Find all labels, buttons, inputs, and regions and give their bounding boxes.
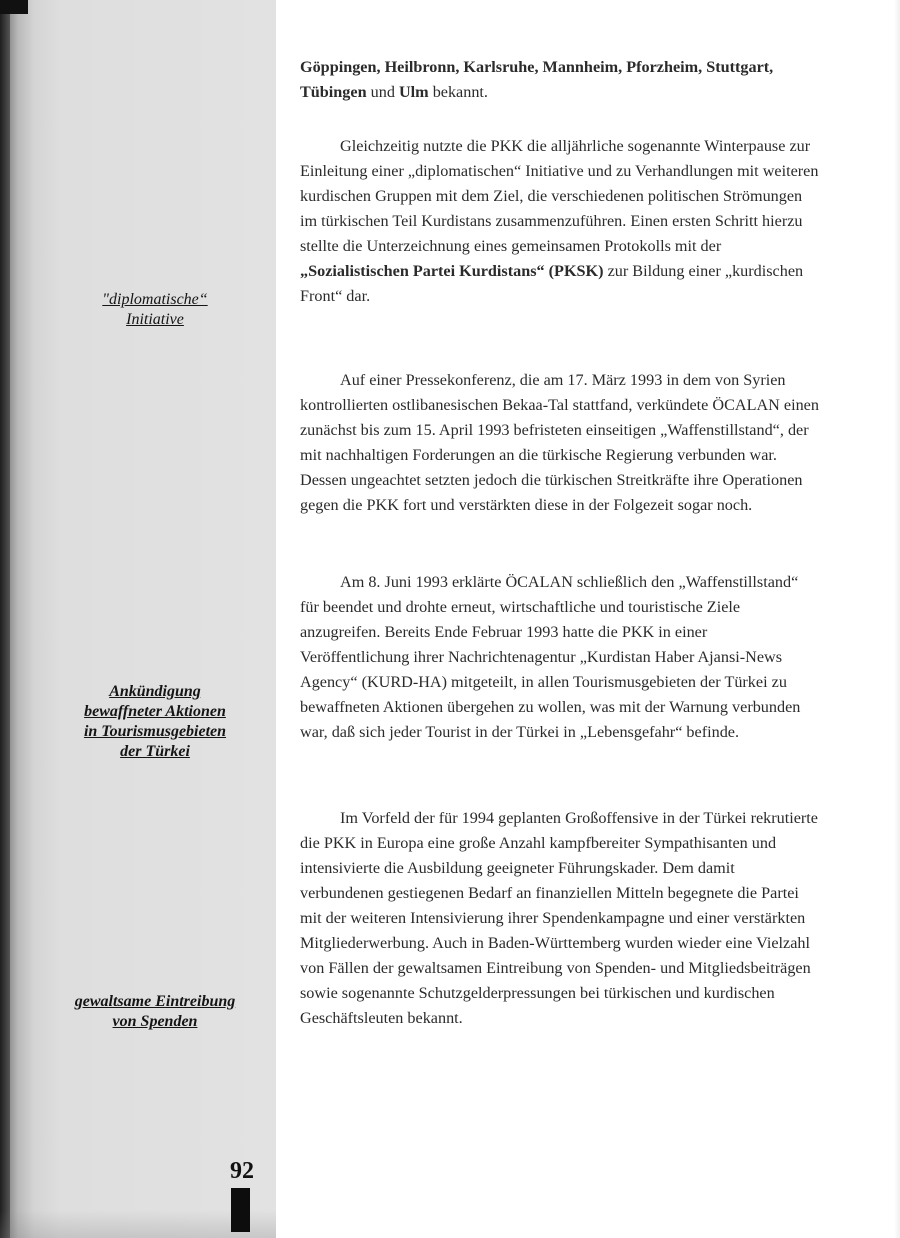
page-number: 92 [230, 1158, 254, 1184]
margin-note-line: Initiative [126, 311, 184, 328]
connector-text: und [366, 83, 399, 101]
margin-note-line: bewaffneter Aktionen [84, 703, 226, 720]
paragraph-text: Im Vorfeld der für 1994 geplanten Großoffensive in der Türkei rekrutierte die PKK in Europa eine große Anzahl kampfbereiter Sympathisanten und intensivierte die Ausbildung geeigneter Führungskader. Dem damit verbundenen gestiegenen Bedarf an finanziellen Mitteln begegnete die Partei mit der weiteren Intensivierung ihrer Spendenkampagne und einer verstärkten Mitgliederwerbung. Auch in Baden-Württemberg wurden wieder eine Vielzahl von Fällen der gewaltsamen Eintreibung von Spenden- und Mitgliedsbeiträgen sowie sogenannte Schutzgelderpressungen bei türkischen und kurdischen Geschäftsleuten bekannt. [300, 809, 818, 1027]
paragraph-text: Am 8. Juni 1993 erklärte ÖCALAN schließlich den „Waffenstillstand“ für beendet und drohte erneut, wirtschaftliche und touristische Ziele anzugreifen. Bereits Ende Februar 1993 hatte die PKK in einer Veröffentlichung ihrer Nachrichtenagentur „Kurdistan Haber Ajansi-News Agency“ (KURD-HA) mitgeteilt, in allen Tourismusgebieten der Türkei zu bewaffneten Aktionen übergehen zu wollen, was mit der Warnung verbunden war, daß sich jeder Tourist in der Türkei in „Lebensgefahr“ befinde. [300, 573, 801, 741]
margin-note-line: der Türkei [120, 743, 190, 760]
city-list: Göppingen, Heilbronn, Karlsruhe, Mannheim, Pforzheim, Stuttgart, Tübingen [300, 58, 774, 101]
paragraph-text: zur Bildung einer „kurdischen Front“ dar. [300, 262, 804, 305]
paragraph-4 [300, 570, 820, 745]
margin-note-collection [40, 992, 270, 1032]
page-number-bar [231, 1188, 250, 1232]
paragraph-1 [300, 55, 820, 105]
margin-note-diplomatic [40, 290, 270, 330]
margin-note-line: gewaltsame Eintreibung [74, 993, 236, 1010]
margin-note-line: Ankündigung [109, 683, 201, 700]
book-spine-shadow [0, 0, 10, 1238]
margin-note-line: in Tourismusgebieten [83, 723, 227, 740]
paragraph-text: Gleichzeitig nutzte die PKK die alljährliche sogenannte Winterpause zur Einleitung einer „diplomatischen“ Initiative und zu Verhandlungen mit weiteren kurdischen Gruppen mit dem Ziel, die verschiedenen politischen Strömungen im türkischen Teil Kurdistans zusammenzuführen. Einen ersten Schritt hierzu stellte die Unterzeichnung eines gemeinsamen Protokolls mit der [300, 137, 819, 255]
page-right-edge [894, 0, 900, 1238]
margin-note-line: von Spenden [112, 1013, 198, 1030]
paragraph-3 [300, 368, 820, 518]
paragraph-2 [300, 134, 820, 309]
city-ulm: Ulm [398, 83, 429, 101]
paragraph-end: bekannt. [428, 83, 488, 101]
paragraph-text: Auf einer Pressekonferenz, die am 17. März 1993 in dem von Syrien kontrollierten ostlibanesischen Bekaa-Tal stattfand, verkündete ÖCALAN einen zunächst bis zum 15. April 1993 befristeten einseitigen „Waffenstillstand“, der mit nachhaltigen Forderungen an die türkische Regierung verbunden war. Dessen ungeachtet setzten jedoch die türkischen Streitkräfte ihre Operationen gegen die PKK fort und verstärkten diese in der Folgezeit sogar noch. [300, 371, 819, 514]
party-name: „Sozialistischen Partei Kurdistans“ (PKSK) [300, 262, 604, 280]
margin-sidebar [0, 0, 276, 1238]
margin-note-announcement [40, 682, 270, 762]
paragraph-5 [300, 806, 820, 1031]
spine-corner-mark [0, 0, 28, 14]
margin-note-line: "diplomatische“ [102, 291, 208, 308]
